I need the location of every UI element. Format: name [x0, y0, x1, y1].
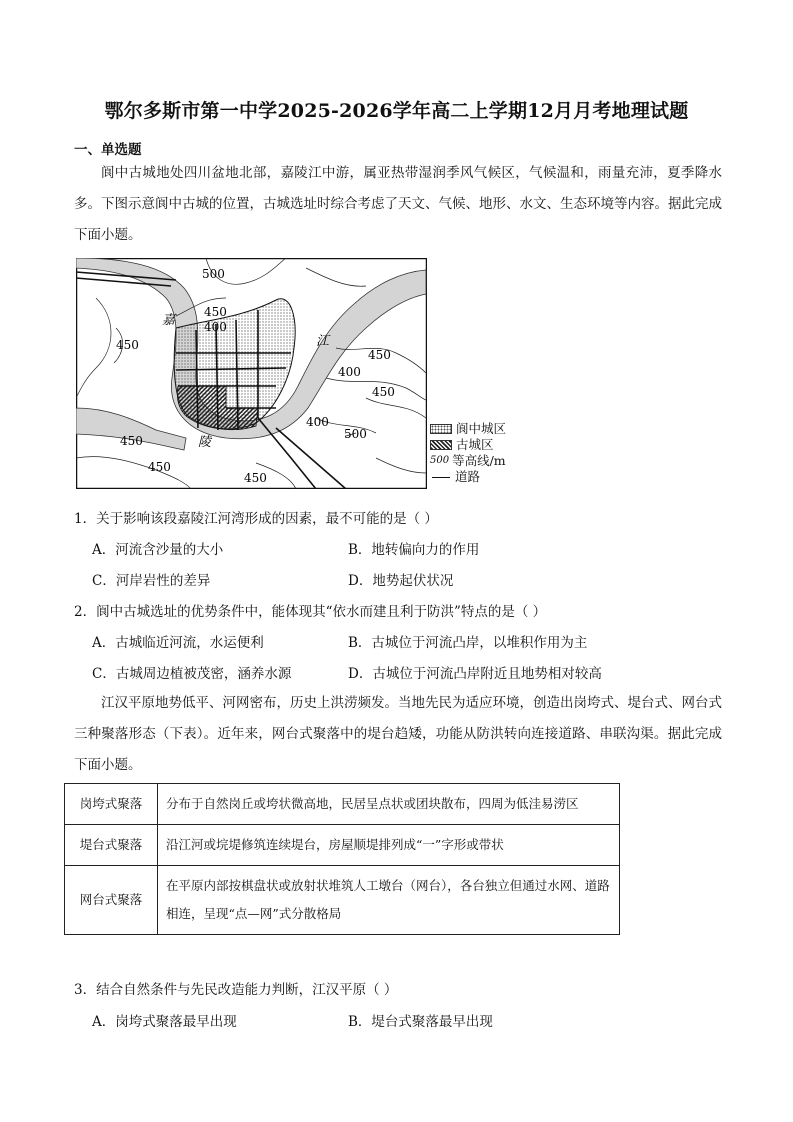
- passage-1-line: 水多。下图示意阆中古城的位置，古城选址时综合考虑了天文、气候、地形、水文、生态环境等内容。据: [74, 165, 722, 212]
- contour-label: 450: [368, 348, 391, 362]
- table-cell-name: 岗垮式聚落: [65, 784, 158, 825]
- contour-label: 450: [372, 385, 395, 399]
- langzhong-map: [76, 258, 427, 489]
- passage-1: [74, 158, 722, 251]
- q2-option-b: B．古城位于河流凸岸，以堆积作用为主: [348, 635, 588, 651]
- table-row: [65, 784, 620, 825]
- q1-option-a: A．河流含沙量的大小: [92, 542, 224, 558]
- table-cell-name: 堤台式聚落: [65, 825, 158, 866]
- hatched-swatch-icon: [430, 440, 452, 450]
- passage-2: [74, 688, 722, 781]
- question-2-stem: 2．阆中古城选址的优势条件中，能体现其“依水而建且利于防洪”特点的是（ ）: [74, 604, 547, 620]
- legend-city: 阆中城区: [430, 421, 506, 437]
- map-legend: [430, 421, 506, 485]
- contour-label: 450: [120, 434, 143, 448]
- contour-label: 500: [202, 267, 225, 281]
- legend-old-town: 古城区: [430, 437, 506, 453]
- contour-label: 450: [148, 460, 171, 474]
- contour-label: 450: [244, 471, 267, 485]
- road-line-icon: [432, 477, 450, 478]
- contour-label: 400: [306, 415, 329, 429]
- passage-1-line: 此完成下面小题。: [74, 196, 722, 243]
- river-char-jia: 嘉: [162, 313, 176, 328]
- q1-option-d: D．地势起伏状况: [348, 573, 454, 589]
- q3-option-a: A．岗垮式聚落最早出现: [92, 1014, 237, 1030]
- table-cell-name: 网台式聚落: [65, 866, 158, 935]
- table-row: [65, 866, 620, 935]
- question-3-stem: 3．结合自然条件与先民改造能力判断，江汉平原（ ）: [74, 982, 398, 998]
- river-char-ling: 陵: [198, 435, 212, 450]
- contour-label: 400: [204, 320, 227, 334]
- q2-option-d: D．古城位于河流凸岸附近且地势相对较高: [348, 666, 602, 682]
- q2-option-c: C．古城周边植被茂密，涵养水源: [92, 666, 292, 682]
- page-title: 鄂尔多斯市第一中学2025-2026学年高二上学期12月月考地理试题: [104, 100, 689, 122]
- contour-label: 500: [344, 427, 367, 441]
- q1-option-b: B．地转偏向力的作用: [348, 542, 480, 558]
- q1-option-c: C．河岸岩性的差异: [92, 573, 211, 589]
- q2-option-a: A．古城临近河流，水运便利: [92, 635, 264, 651]
- passage-2-line: 此完成下面小题。: [74, 726, 723, 773]
- contour-label: 400: [338, 365, 361, 379]
- table-cell-desc: 分布于自然岗丘或垮状微高地，民居呈点状或团块散布，四周为低洼易涝区: [158, 784, 620, 825]
- passage-2-line: 台式三种聚落形态（下表）。近年来，网台式聚落中的堤台趋矮，功能从防洪转向连接道路、串联沟渠。据: [74, 695, 722, 742]
- river-char-jiang: 江: [316, 334, 330, 349]
- table-row: [65, 825, 620, 866]
- q3-option-b: B．堤台式聚落最早出现: [348, 1014, 493, 1030]
- dotted-swatch-icon: [430, 424, 452, 434]
- section-heading: 一、单选题: [74, 142, 142, 158]
- legend-contour: 500 等高线/m: [430, 453, 506, 468]
- settlement-table: [64, 783, 620, 935]
- passage-2-line: 江汉平原地势低平、河网密布，历史上洪涝频发。当地先民为适应环境，创造出岗垮式、堤台式、网: [101, 695, 695, 711]
- legend-road: 道路: [430, 469, 506, 485]
- table-cell-desc: 沿江河或垸堤修筑连续堤台，房屋顺堤排列成“一”字形或带状: [158, 825, 620, 866]
- table-cell-desc: 在平原内部按棋盘状或放射状堆筑人工墩台（网台），各台独立但通过水网、道路相连，呈现“点—网”式分散格局: [158, 866, 620, 935]
- passage-1-line: 阆中古城地处四川盆地北部，嘉陵江中游，属亚热带湿润季风气候区，气候温和，雨量充沛，夏季降: [101, 165, 709, 181]
- question-1-stem: 1．关于影响该段嘉陵江河湾形成的因素，最不可能的是（ ）: [74, 511, 438, 527]
- contour-label: 450: [116, 338, 139, 352]
- contour-label: 450: [204, 305, 227, 319]
